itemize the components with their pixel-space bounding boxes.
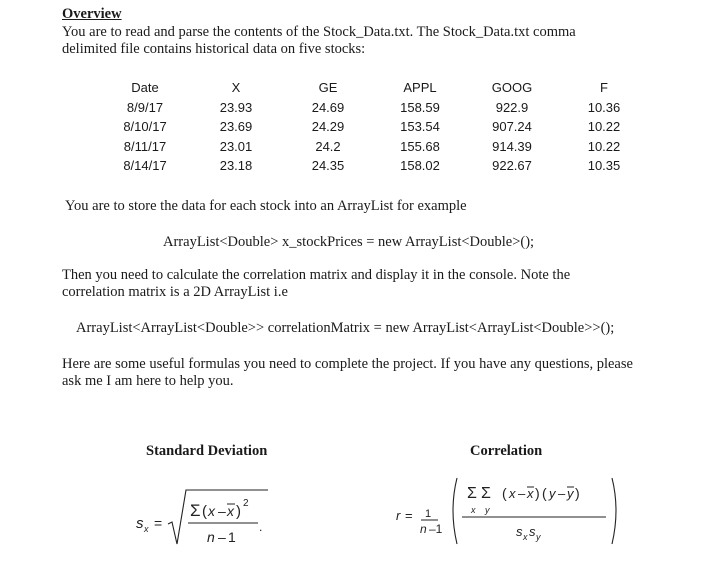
svg-text:Σ: Σ: [467, 485, 477, 502]
cell: 922.67: [492, 158, 532, 174]
cell: 24.29: [311, 119, 345, 135]
header-ge: GE: [318, 80, 338, 96]
page-heading: Overview: [62, 6, 122, 22]
intro-line-2: delimited file contains historical data on five stocks:: [62, 41, 366, 57]
svg-text:–: –: [518, 486, 526, 501]
svg-text:x: x: [527, 486, 534, 501]
svg-text:–1: –1: [429, 522, 443, 536]
cell: 8/10/17: [123, 119, 167, 135]
svg-text:(: (: [542, 485, 547, 501]
svg-text:=: =: [405, 508, 413, 523]
svg-text:=: =: [154, 515, 163, 531]
svg-text:x: x: [208, 503, 215, 519]
table-row: [100, 117, 650, 137]
std-dev-title: Standard Deviation: [146, 443, 268, 459]
cell: 8/9/17: [126, 99, 164, 115]
cell: 914.39: [492, 138, 532, 154]
here-line-2: ask me I am here to help you.: [62, 373, 234, 389]
header-goog: GOOG: [491, 80, 533, 96]
svg-text:y: y: [567, 486, 574, 501]
cell: 8/14/17: [123, 158, 167, 174]
store-instruction: You are to store the data for each stock into an ArrayList for example: [65, 198, 467, 214]
cell: 155.68: [400, 138, 440, 154]
cell: 24.35: [311, 158, 345, 174]
cell: 23.69: [219, 119, 253, 135]
cell: 158.59: [400, 99, 440, 115]
table-row: [100, 98, 650, 118]
stock-data-table: [100, 78, 650, 176]
svg-text:–: –: [558, 486, 566, 501]
table-row: [100, 156, 650, 176]
cell: 907.24: [492, 119, 532, 135]
cell: 23.18: [219, 158, 253, 174]
svg-text:2: 2: [243, 498, 249, 509]
cell: 10.36: [587, 99, 621, 115]
code-example-1: ArrayList<Double> x_stockPrices = new ArrayList<Double>();: [163, 234, 535, 250]
cell: 10.22: [587, 119, 621, 135]
svg-text:Σ: Σ: [190, 501, 201, 520]
svg-text:–: –: [218, 503, 226, 519]
svg-text:y: y: [485, 505, 490, 515]
svg-text:x: x: [471, 505, 476, 515]
svg-text:x: x: [227, 503, 234, 519]
svg-text:(: (: [202, 503, 207, 520]
correlation-title: Correlation: [470, 443, 543, 459]
header-f: F: [600, 80, 608, 96]
svg-text:Σ: Σ: [481, 485, 491, 502]
svg-text:): ): [535, 485, 540, 501]
here-line-1: Here are some useful formulas you need to complete the project. If you have any questions, please: [62, 356, 633, 372]
table-row: [100, 137, 650, 157]
svg-text:.: .: [259, 520, 263, 534]
svg-text:y: y: [549, 486, 556, 501]
std-dev-formula: [130, 478, 280, 558]
cell: 23.93: [219, 99, 253, 115]
svg-text:–: –: [218, 529, 226, 545]
intro-line-1: You are to read and parse the contents of the Stock_Data.txt. The Stock_Data.txt comma: [62, 24, 576, 40]
header-x: X: [231, 80, 241, 96]
svg-text:1: 1: [228, 529, 236, 545]
then-line-1: Then you need to calculate the correlation matrix and display it in the console. Note the: [62, 267, 571, 283]
svg-text:x: x: [144, 524, 149, 534]
svg-text:s: s: [529, 524, 536, 539]
header-date: Date: [131, 80, 159, 96]
cell: 23.01: [219, 138, 253, 154]
svg-text:x: x: [509, 486, 516, 501]
cell: 24.69: [311, 99, 345, 115]
svg-text:r: r: [396, 508, 401, 523]
svg-text:x: x: [523, 532, 528, 542]
code-example-2: ArrayList<ArrayList<Double>> correlationMatrix = new ArrayList<ArrayList<Double>>();: [76, 320, 615, 336]
svg-text:): ): [575, 485, 580, 501]
cell: 10.22: [587, 138, 621, 154]
svg-text:s: s: [516, 524, 523, 539]
svg-text:1: 1: [425, 508, 432, 520]
then-line-2: correlation matrix is a 2D ArrayList i.e: [62, 284, 288, 300]
cell: 922.9: [495, 99, 529, 115]
svg-text:(: (: [502, 485, 507, 501]
table-header-row: [100, 78, 650, 98]
cell: 8/11/17: [123, 138, 167, 154]
svg-text:): ): [236, 503, 241, 520]
svg-text:s: s: [136, 515, 144, 532]
svg-text:n: n: [420, 522, 427, 536]
cell: 153.54: [400, 119, 440, 135]
correlation-formula: [394, 470, 624, 560]
cell: 24.2: [315, 138, 341, 154]
svg-text:n: n: [207, 529, 215, 545]
header-appl: APPL: [403, 80, 437, 96]
cell: 10.35: [587, 158, 621, 174]
cell: 158.02: [400, 158, 440, 174]
svg-text:y: y: [536, 532, 541, 542]
